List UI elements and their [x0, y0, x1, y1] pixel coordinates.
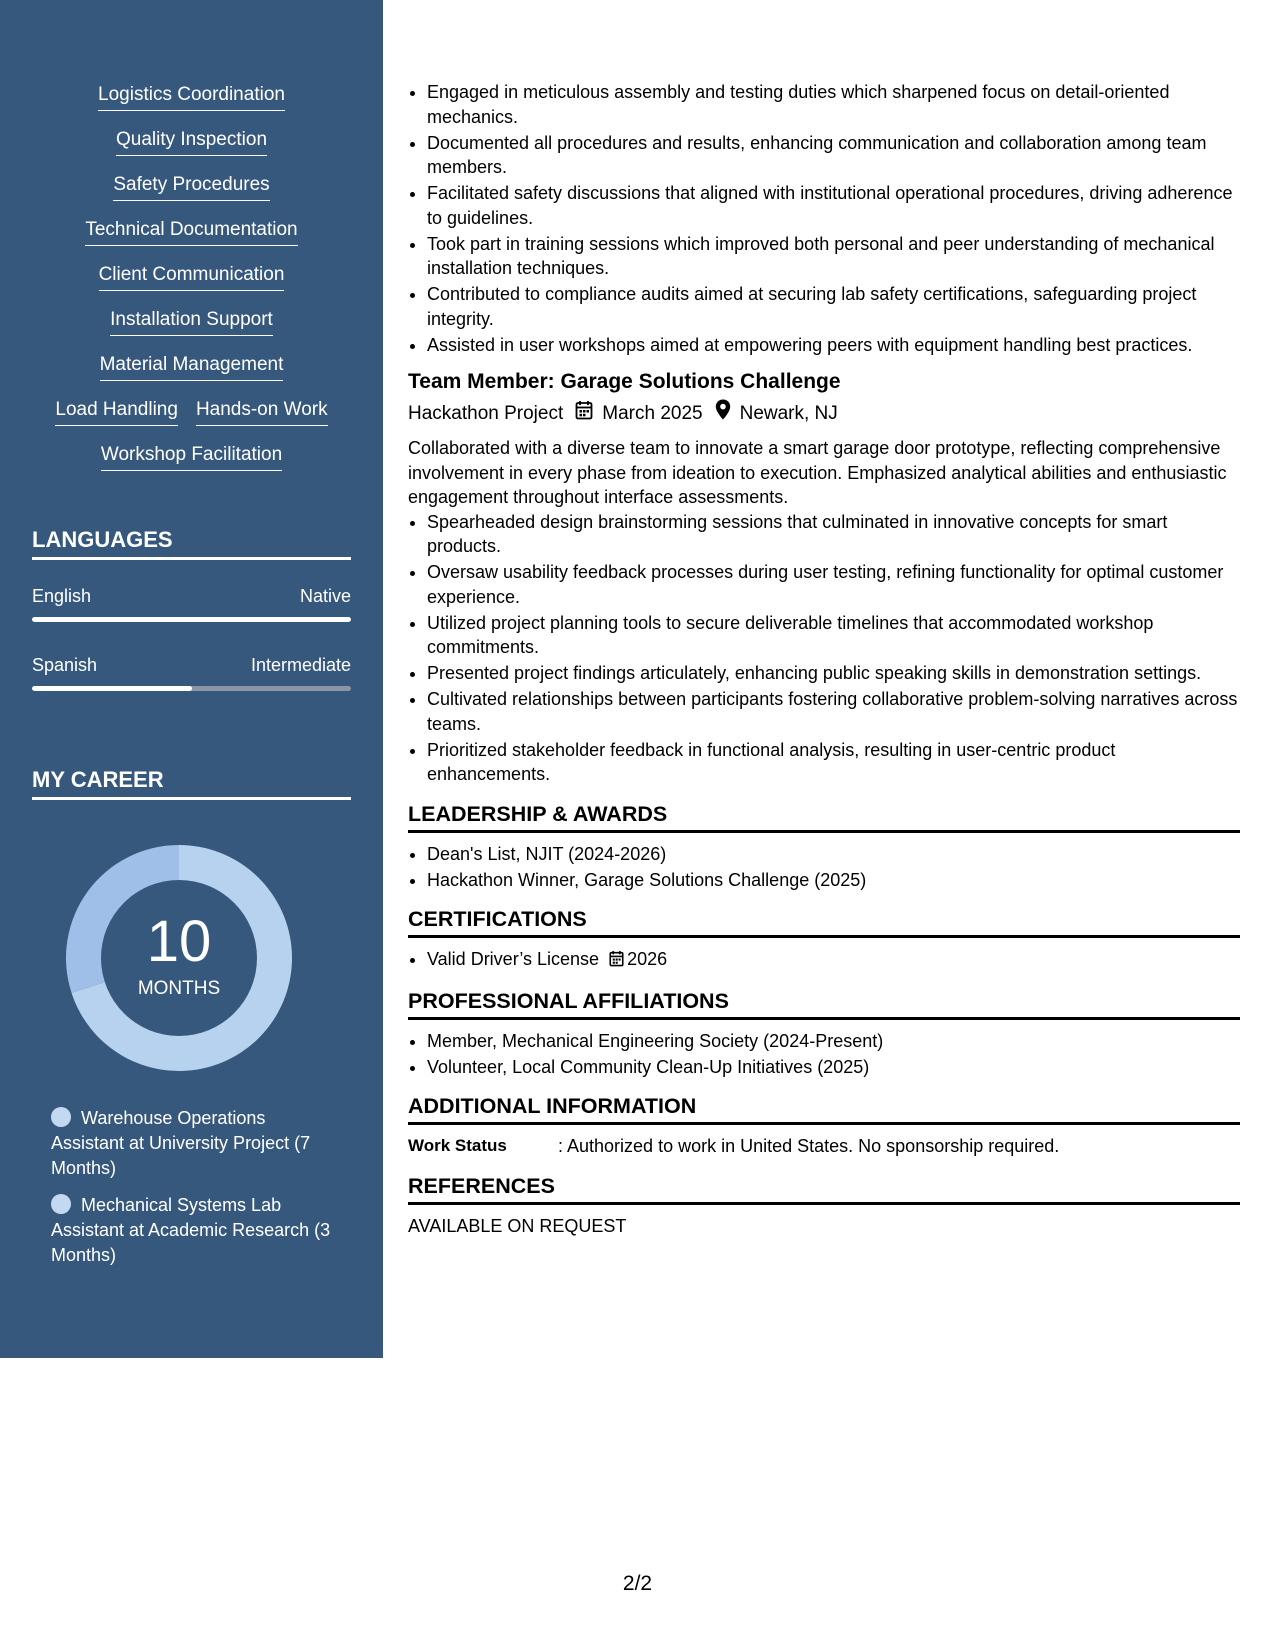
career-legend-item [51, 1193, 341, 1268]
calendar-icon [575, 400, 593, 428]
list-item: • Prioritized stakeholder feedback in functional analysis, resulting in user-centric product enhancements. [427, 738, 1240, 787]
language-item [32, 654, 351, 691]
language-level: Intermediate [250, 655, 351, 675]
project-description: Collaborated with a diverse team to innovate a smart garage door prototype, reflecting comprehensive involvement in every phase from ideation to execution. Emphasized analytical abilities and enthusiastic engagement throughout interface assessments. [408, 438, 1227, 507]
skill-tag: Safety Procedures [113, 174, 269, 201]
skill-row [99, 264, 285, 309]
skill-tag: Material Management [100, 354, 284, 381]
list-item: • Volunteer, Local Community Clean-Up Initiatives (2025) [427, 1055, 1240, 1080]
skill-row [55, 399, 327, 444]
language-proficiency-fill [32, 617, 351, 622]
certifications-heading: CERTIFICATIONS [408, 906, 1240, 938]
language-level: Native [299, 586, 351, 606]
list-item: • Member, Mechanical Engineering Society (2024-Present) [427, 1029, 1240, 1054]
additional-info-heading: ADDITIONAL INFORMATION [408, 1093, 1240, 1125]
list-item: • Contributed to compliance audits aimed at securing lab safety certifications, safeguarding project integrity. [427, 282, 1240, 331]
career-position-label: Warehouse Operations Assistant at University Project (7 Months) [51, 1108, 311, 1178]
skill-tag: Client Communication [99, 264, 285, 291]
skill-row [113, 174, 269, 219]
language-proficiency-fill [32, 686, 192, 691]
list-item: • Presented project findings articulately, enhancing public speaking skills in demonstration settings. [427, 661, 1240, 686]
skill-tag: Workshop Facilitation [101, 444, 282, 471]
skill-row [100, 354, 284, 399]
languages-heading: LANGUAGES [32, 527, 351, 560]
list-item: • Engaged in meticulous assembly and testing duties which sharpened focus on detail-oriented mechanics. [427, 80, 1240, 129]
skills-list [0, 84, 383, 489]
list-item: • Facilitated safety discussions that aligned with institutional operational procedures, driving adherence to guidelines. [427, 181, 1240, 230]
map-pin-icon [715, 399, 731, 428]
references-text: AVAILABLE ON REQUEST [408, 1215, 627, 1236]
language-name: Spanish [32, 655, 98, 675]
skill-row [116, 129, 267, 174]
language-name: English [32, 586, 92, 606]
affiliations-list [408, 1029, 1240, 1080]
project-meta [408, 399, 1240, 428]
list-item [427, 947, 1240, 974]
language-proficiency-bar [32, 686, 351, 691]
skill-tag: Hands-on Work [196, 399, 328, 426]
career-heading: MY CAREER [32, 767, 351, 800]
list-item: • Cultivated relationships between participants fostering collaborative problem-solving narratives across teams. [427, 687, 1240, 736]
certification-year: 2026 [627, 949, 668, 969]
skill-tag: Logistics Coordination [98, 84, 285, 111]
work-status-value: : Authorized to work in United States. No sponsorship required. [558, 1136, 1060, 1156]
references-heading: REFERENCES [408, 1173, 1240, 1205]
career-total-number: 10 [146, 909, 212, 974]
language-proficiency-bar [32, 617, 351, 622]
skill-tag: Quality Inspection [116, 129, 267, 156]
certification-name: Valid Driver’s License [427, 949, 600, 969]
list-item: • Hackathon Winner, Garage Solutions Challenge (2025) [427, 868, 1240, 893]
skill-row [101, 444, 282, 489]
list-item: • Utilized project planning tools to secure deliverable timelines that accommodated workshop commitments. [427, 611, 1240, 660]
calendar-icon [609, 949, 624, 974]
career-legend-item [51, 1106, 341, 1181]
career-legend [51, 1106, 341, 1280]
sidebar [0, 0, 383, 1358]
main-content [408, 80, 1240, 1238]
project-location: Newark, NJ [739, 402, 838, 424]
legend-dot-icon [51, 1194, 71, 1214]
career-position-label: Mechanical Systems Lab Assistant at Academic Research (3 Months) [51, 1195, 331, 1265]
legend-dot-icon [51, 1107, 71, 1127]
list-item: • Documented all procedures and results, enhancing communication and collaboration among team members. [427, 131, 1240, 180]
project-title: Team Member: Garage Solutions Challenge [408, 370, 841, 393]
skill-tag: Technical Documentation [85, 219, 297, 246]
list-item: • Took part in training sessions which improved both personal and peer understanding of mechanical installation techniques. [427, 232, 1240, 281]
project-type: Hackathon Project [408, 402, 564, 424]
project-date: March 2025 [602, 402, 703, 424]
skill-tag: Installation Support [110, 309, 273, 336]
skill-row [98, 84, 285, 129]
leadership-heading: LEADERSHIP & AWARDS [408, 801, 1240, 833]
page-number: 2/2 [622, 1572, 653, 1595]
career-total-unit: MONTHS [137, 978, 221, 999]
leadership-list [408, 842, 1240, 893]
list-item: • Dean's List, NJIT (2024-2026) [427, 842, 1240, 867]
affiliations-heading: PROFESSIONAL AFFILIATIONS [408, 988, 1240, 1020]
skill-row [110, 309, 273, 354]
skill-row [85, 219, 297, 264]
language-item [32, 585, 351, 622]
certifications-list [408, 947, 1240, 974]
project-bullets [408, 510, 1240, 787]
skill-tag: Load Handling [55, 399, 178, 426]
list-item: • Assisted in user workshops aimed at empowering peers with equipment handling best practices. [427, 333, 1240, 358]
work-status-label: Work Status [408, 1136, 507, 1155]
work-status-row [408, 1134, 1240, 1159]
list-item: • Oversaw usability feedback processes during user testing, refining functionality for optimal customer experience. [427, 560, 1240, 609]
experience-bullets [408, 80, 1240, 357]
list-item: • Spearheaded design brainstorming sessions that culminated in innovative concepts for smart products. [427, 510, 1240, 559]
